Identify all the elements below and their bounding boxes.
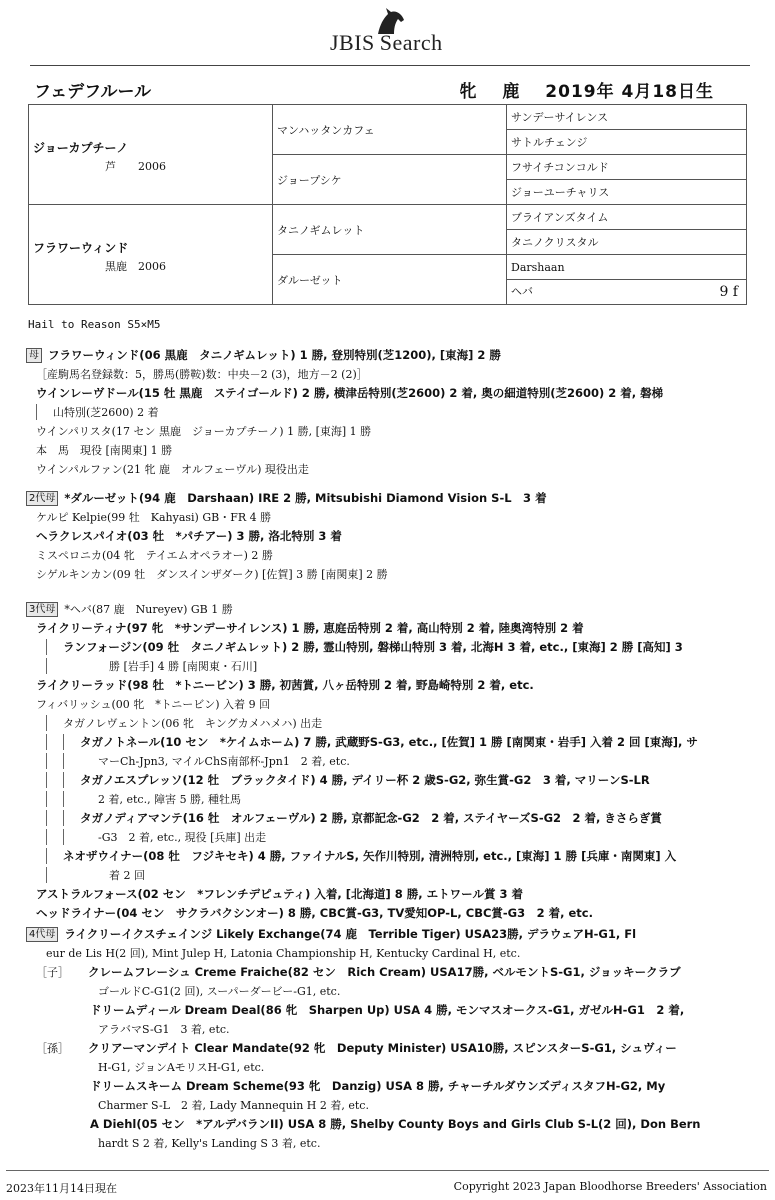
self-line: 本 馬 現役 [南関東] 1 勝 <box>36 444 173 457</box>
pedigree-g2-4[interactable]: ダルーゼット <box>273 255 507 305</box>
g4-grand-line-cont: hardt S 2 着, Kelly's Landing S 3 着, etc. <box>98 1137 321 1150</box>
sibling-line: ウインパリスタ(17 セン 黒鹿 ジョーカプチーノ) 1 勝, [東海] 1 勝 <box>36 425 372 438</box>
section-tag-g3: 3代母 <box>26 602 58 617</box>
g3-grand-line-cont: 勝 [岩手] 4 勝 [南関東・石川] <box>109 660 258 673</box>
sire-name: ジョーカプチーノ <box>33 141 129 155</box>
pedigree-g3-4[interactable]: ジョーユーチャリス <box>507 180 747 205</box>
dam-section <box>26 346 746 479</box>
footer-date: 2023年11月14日現在 <box>6 1182 117 1195</box>
g4-grand-line-cont: Charmer S-L 2 着, Lady Mannequin H 2 着, etc. <box>98 1099 369 1112</box>
g3-great-line: タガノエスプレッソ(12 牡 ブラックタイド) 4 勝, デイリー杯 2 歳S-G2, 弥生賞-G2 3 着, マリーンS-LR <box>80 773 650 787</box>
pedigree-g3-2[interactable]: サトルチェンジ <box>507 130 747 155</box>
pedigree-g3-5[interactable]: ブライアンズタイム <box>507 205 747 230</box>
sibling-line-cont: 山特別(芝2600) 2 着 <box>53 406 159 419</box>
inbreeding-note: Hail to Reason S5×M5 <box>28 318 161 331</box>
pedigree-g3-7[interactable]: Darshaan <box>507 255 747 280</box>
footer-copyright: Copyright 2023 Japan Bloodhorse Breeders' Association <box>453 1180 767 1193</box>
g4-dam-line: ライクリーイクスチェインジ Likely Exchange(74 鹿 Terrible Tiger) USA23勝, デラウェアH-G1, Fl <box>64 927 637 941</box>
horse-sex: 牝 <box>459 82 478 102</box>
g3-great-line-cont: マーCh-Jpn3, マイルChS南部杯-Jpn1 2 着, etc. <box>98 755 350 768</box>
pedigree-g2-1[interactable]: マンハッタンカフェ <box>273 105 507 155</box>
g3-grand-line: ランフォージン(09 牡 タニノギムレット) 2 勝, 霊山特別, 磐梯山特別 3 着, 北海H 3 着, etc., [東海] 2 勝 [高知] 3 <box>63 640 683 654</box>
header-divider <box>30 65 750 66</box>
sibling-line: ウインパルファン(21 牝 鹿 オルフェーヴル) 現役出走 <box>36 463 309 476</box>
g4-grand-line: A Diehl(05 セン *アルデバランII) USA 8 勝, Shelby County Boys and Girls Club S-L(2 回), Don Bern <box>90 1117 701 1131</box>
g3-produce-line: ヘッドライナー(04 セン サクラバクシンオー) 8 勝, CBC賞-G3, TV愛知OP-L, CBC賞-G3 2 着, etc. <box>36 906 593 920</box>
horse-color: 鹿 <box>502 82 521 102</box>
g3-great-line: タガノディアマンテ(16 牡 オルフェーヴル) 2 勝, 京都記念-G2 2 着, ステイヤーズS-G2 2 着, きさらぎ賞 <box>80 811 662 825</box>
pedigree-g2-3[interactable]: タニノギムレット <box>273 205 507 255</box>
horse-birth: 2019年 4月18日生 <box>545 82 714 102</box>
g3-great-line-cont: 2 着, etc., 障害 5 勝, 種牡馬 <box>98 793 242 806</box>
g3-grand-line: タガノレヴェントン(06 牝 キングカメハメハ) 出走 <box>63 717 323 730</box>
produce-summary: ［産駒馬名登録数：5，勝馬(勝鞍)数：中央－2 (3)，地方－2 (2)］ <box>36 368 368 381</box>
g2-produce-line: シゲルキンカン(09 牡 ダンスインザダーク) [佐賀] 3 勝 [南関東] 2 勝 <box>36 568 388 581</box>
g3-great-line: タガノトネール(10 セン *ケイムホーム) 7 勝, 武蔵野S-G3, etc., [佐賀] 1 勝 [南関東・岩手] 入着 2 回 [東海], サ <box>80 735 698 749</box>
g3-grand-line: ネオザウイナー(08 牡 フジキセキ) 4 勝, ファイナルS, 矢作川特別, 清洲特別, etc., [東海] 1 勝 [兵庫・南関東] 入 <box>63 849 677 863</box>
pedigree-g3-8-cell[interactable] <box>507 280 747 305</box>
jbis-logo <box>330 6 470 54</box>
g3-produce-line: アストラルフォース(02 セン *フレンチデピュティ) 入着, [北海道] 8 勝, エトワール賞 3 着 <box>36 887 523 901</box>
g3-great-line-cont: -G3 2 着, etc., 現役 [兵庫] 出走 <box>98 831 267 844</box>
g2-section <box>26 489 746 584</box>
pedigree-sire[interactable] <box>29 105 273 205</box>
pedigree-g2-2[interactable]: ジョープシケ <box>273 155 507 205</box>
section-tag-dam: 母 <box>26 348 42 363</box>
horse-meta <box>441 77 714 102</box>
pedigree-table <box>28 104 747 305</box>
logo-search: Search <box>379 30 443 55</box>
dam-line: フラワーウィンド(06 黒鹿 タニノギムレット) 1 勝, 登別特別(芝1200), [東海] 2 勝 <box>48 348 501 362</box>
pedigree-note: 9 f <box>719 284 738 300</box>
pedigree-g3-8: ヘバ <box>511 285 533 298</box>
logo-jbis: JBIS <box>330 30 375 55</box>
label-grandchild: ［孫］ <box>36 1042 69 1055</box>
g4-section <box>26 925 746 1153</box>
g3-produce-line: フィバリッシュ(00 牝 *トニービン) 入着 9 回 <box>36 698 271 711</box>
g4-grand-line-cont: H-G1, ジョンAモリスH-G1, etc. <box>98 1061 265 1074</box>
section-tag-g4: 4代母 <box>26 927 58 942</box>
horse-name: フェデフルール <box>34 82 152 102</box>
g4-child-line-cont: ゴールドC-G1(2 回), スーパーダービー-G1, etc. <box>98 985 341 998</box>
g2-produce-line: ケルピ Kelpie(99 牡 Kahyasi) GB・FR 4 勝 <box>36 511 272 524</box>
label-child: ［子］ <box>36 966 69 979</box>
dam-name: フラワーウィンド <box>33 241 129 255</box>
g3-produce-line: ライクリーティナ(97 牝 *サンデーサイレンス) 1 勝, 恵庭岳特別 2 着, 高山特別 2 着, 陸奥湾特別 2 着 <box>36 621 584 635</box>
g2-produce-line: ヘラクレスパイオ(03 牡 *パチアー) 3 勝, 洛北特別 3 着 <box>36 529 342 543</box>
sire-info: 芦 2006 <box>105 160 166 173</box>
g3-dam-line: *ヘバ(87 鹿 Nureyev) GB 1 勝 <box>64 603 233 616</box>
g3-produce-line: ライクリーラッド(98 牡 *トニービン) 3 勝, 初茜賞, 八ヶ岳特別 2 着, 野島崎特別 2 着, etc. <box>36 678 534 692</box>
g4-grand-line: ドリームスキーム Dream Scheme(93 牝 Danzig) USA 8 勝, チャーチルダウンズディスタフH-G2, My <box>90 1079 666 1093</box>
g4-grand-line: クリアーマンデイト Clear Mandate(92 牝 Deputy Minister) USA10勝, スピンスターS-G1, シュヴィー <box>88 1041 677 1055</box>
pedigree-dam[interactable] <box>29 205 273 305</box>
pedigree-g3-1[interactable]: サンデーサイレンス <box>507 105 747 130</box>
g2-produce-line: ミスペロニカ(04 牝 テイエムオペラオー) 2 勝 <box>36 549 273 562</box>
g3-grand-line-cont: 着 2 回 <box>109 869 145 882</box>
dam-info: 黒鹿 2006 <box>105 260 166 273</box>
g4-child-line: クレームフレーシュ Creme Fraiche(82 セン Rich Cream) USA17勝, ベルモントS-G1, ジョッキークラブ <box>88 965 681 979</box>
footer-divider <box>6 1170 769 1171</box>
section-tag-g2: 2代母 <box>26 491 58 506</box>
g3-section <box>26 600 746 923</box>
g4-dam-line-cont: eur de Lis H(2 回), Mint Julep H, Latonia Championship H, Kentucky Cardinal H, etc. <box>46 947 521 960</box>
horse-title-row <box>30 77 750 101</box>
g4-child-line: ドリームディール Dream Deal(86 牝 Sharpen Up) USA 4 勝, モンマスオークス-G1, ガゼルH-G1 2 着, <box>90 1003 685 1017</box>
pedigree-g3-6[interactable]: タニノクリスタル <box>507 230 747 255</box>
sibling-line: ウインレーヴドール(15 牡 黒鹿 ステイゴールド) 2 勝, 横津岳特別(芝2600) 2 着, 奥の細道特別(芝2600) 2 着, 磐梯 <box>36 386 664 400</box>
pedigree-g3-3[interactable]: フサイチコンコルド <box>507 155 747 180</box>
g4-child-line-cont: アラバマS-G1 3 着, etc. <box>98 1023 230 1036</box>
g2-dam-line: *ダルーゼット(94 鹿 Darshaan) IRE 2 勝, Mitsubishi Diamond Vision S-L 3 着 <box>64 491 547 505</box>
